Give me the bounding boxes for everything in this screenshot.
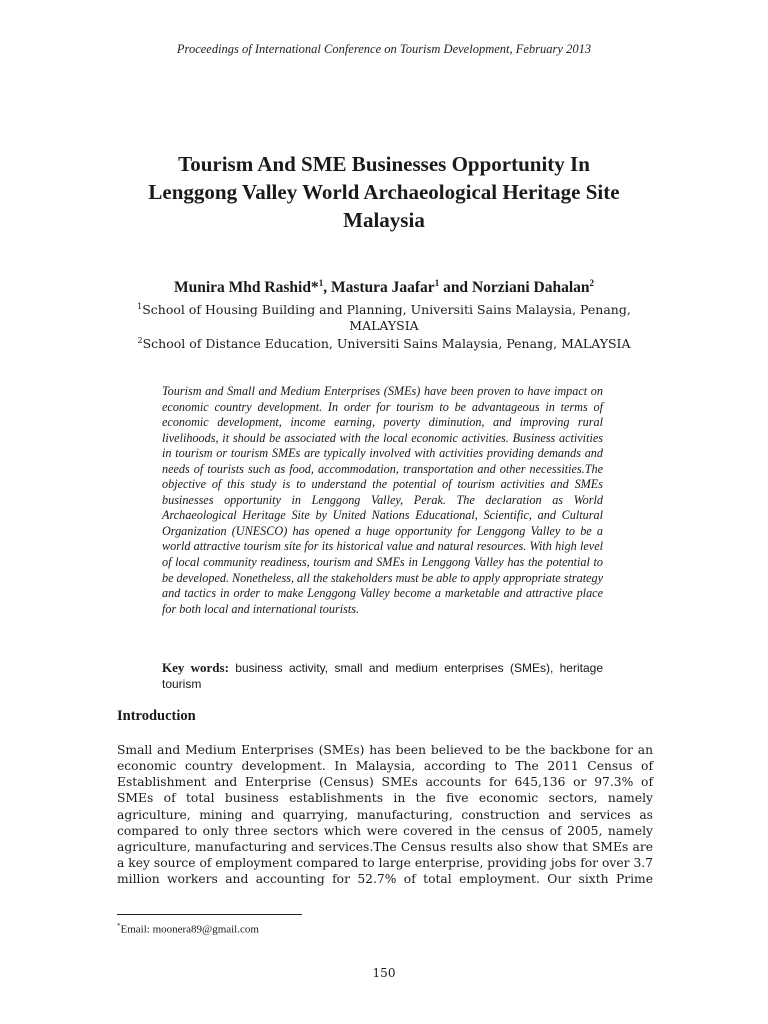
author-list [0, 278, 768, 297]
author-name: Mastura Jaafar [330, 279, 435, 297]
author-affiliation-marker: 2 [589, 278, 594, 288]
section-heading: Introduction [117, 708, 196, 724]
page-number: 150 [372, 966, 396, 980]
title-line: Tourism And SME Businesses Opportunity In [178, 152, 590, 176]
footnote-text: Email: moonera89@gmail.com [120, 923, 259, 936]
author-affiliation-marker: 1 [434, 278, 440, 288]
affiliation-text: School of Housing Building and Planning, Universiti Sains Malaysia, Penang, [142, 302, 631, 318]
affiliation-2 [0, 333, 768, 352]
author-name: Norziani Dahalan [471, 279, 590, 297]
affiliation-text: MALAYSIA [349, 318, 419, 334]
author-separator: and [439, 279, 472, 297]
affiliation-1 [0, 299, 768, 334]
keywords-text: business activity, small and medium enterprises (SMEs), heritage tourism [162, 661, 603, 691]
affiliation-marker: 1 [137, 302, 143, 311]
author-name: Munira Mhd Rashid* [173, 279, 319, 297]
running-header: Proceedings of International Conference on Tourism Development, February 2013 [176, 42, 592, 56]
title-line: Malaysia [343, 208, 425, 232]
footnote-marker: * [117, 922, 121, 930]
title-line: Lenggong Valley World Archaeological Heritage Site [148, 180, 620, 204]
footnote-divider [117, 914, 302, 915]
keywords-label: Key words: [162, 660, 229, 675]
affiliation-text: School of Distance Education, Universiti Sains Malaysia, Penang, MALAYSIA [142, 336, 631, 352]
footnote [117, 922, 259, 936]
affiliation-marker: 2 [137, 336, 143, 345]
author-affiliation-marker: 1 [318, 278, 324, 288]
body-paragraph: Small and Medium Enterprises (SMEs) has been believed to be the backbone for an economic country development. In Malaysia, according to The 2011 Census of Establishment and Enterprise (Census) SMEs accounts for 645,136 or 97.3% of SMEs of total business establishments in the five economic sectors, namely agriculture, mining and quarrying, manufacturing, construction and services as compared to only three sectors which were covered in the census of 2005, namely agriculture, manufacturing and services.The Census results also show that SMEs are a key source of employment compared to large enterprise, providing jobs for over 3.7 million workers and accounting for 52.7% of total employment. Our sixth Prime [117, 743, 653, 887]
keywords [162, 660, 603, 692]
abstract: Tourism and Small and Medium Enterprises (SMEs) have been proven to have impact on economic country development. In order for tourism to be advantageous in terms of economic development, income earning, poverty diminution, and improving rural livelihoods, it should be associated with the local economic activities. Business activities in tourism or tourism SMEs are typically involved with activities providing demands and needs of tourists such as food, accommodation, transportation and other necessities.The objective of this study is to understand the potential of tourism activities and SMEs businesses opportunity in Lenggong Valley, Perak. The declaration as World Archaeological Heritage Site by United Nations Educational, Scientific, and Cultural Organization (UNESCO) has opened a huge opportunity for Lenggong Valley to be a world attractive tourism site for its historical value and natural resources. With high level of local community readiness, tourism and SMEs in Lenggong Valley has the potential to be developed. Nonetheless, all the stakeholders must be able to apply appropriate strategy and tactics in order to make Lenggong Valley become a marketable and attractive place for both local and international tourists. [162, 384, 603, 616]
paper-title [80, 150, 688, 234]
author-separator: , [323, 279, 331, 297]
